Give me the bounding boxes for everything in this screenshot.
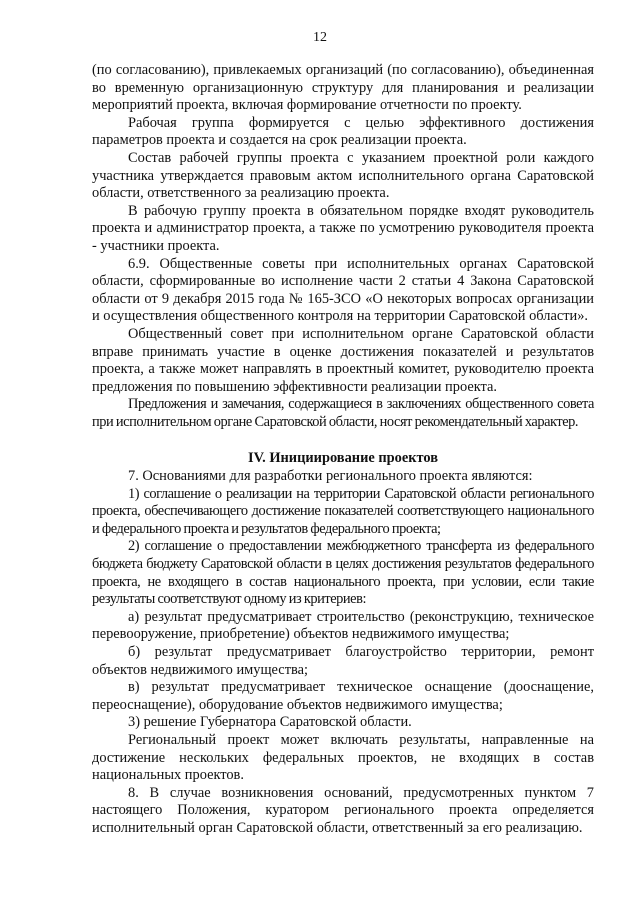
paragraph: В рабочую группу проекта в обязательном порядке входят руководитель проекта и администратор проекта, а также по усмотрению руководителя проекта - участники проекта. xyxy=(92,202,594,254)
paragraph: 2) соглашение о предоставлении межбюджетного трансферта из федерального бюджета бюджету Саратовской области в целях достижения результатов федерального проекта, не входящего в состав национального проекта, при условии, если такие результаты соответствуют одному из критериев: xyxy=(92,538,594,608)
paragraph: а) результат предусматривает строительство (реконструкцию, техническое перевооружение, приобретение) объектов недвижимого имущества; xyxy=(92,608,594,643)
paragraph: 1) соглашение о реализации на территории Саратовской области регионального проекта, обеспечивающего достижение показателей соответствующего национального и федерального проекта и результатов федерального проекта; xyxy=(92,485,594,537)
paragraph: 7. Основаниями для разработки регионального проекта являются: xyxy=(128,468,533,485)
paragraph: 3) решение Губернатора Саратовской области. xyxy=(128,714,412,731)
paragraph: Состав рабочей группы проекта с указанием проектной роли каждого участника утверждается правовым актом исполнительного органа Саратовской области, ответственного за реализацию проекта. xyxy=(92,149,594,202)
paragraph: 8. В случае возникновения оснований, предусмотренных пунктом 7 настоящего Положения, куратором регионального проекта определяется исполнительный орган Саратовской области, ответственный за его реализацию. xyxy=(92,784,594,836)
paragraph: Рабочая группа формируется с целью эффективного достижения параметров проекта и создается на срок реализации проекта. xyxy=(92,114,594,149)
paragraph: (по согласованию), привлекаемых организаций (по согласованию), объединенная во временную организационную структуру для планирования и реализации мероприятий проекта, включая формирование отчетности по проекту. xyxy=(92,62,594,114)
paragraph: 6.9. Общественные советы при исполнительных органах Саратовской области, сформированные во исполнение части 2 статьи 4 Закона Саратовской области от 9 декабря 2015 года № 165-ЗСО «О некоторых вопросах организации и осуществления общественного контроля на территории Саратовской области». xyxy=(92,255,594,325)
paragraph: б) результат предусматривает благоустройство территории, ремонт объектов недвижимого имущества; xyxy=(92,644,594,678)
paragraph: Региональный проект может включать результаты, направленные на достижение нескольких федеральных проектов, не входящих в состав национальных проектов. xyxy=(92,731,594,784)
document-body xyxy=(92,62,594,838)
paragraph: в) результат предусматривает техническое оснащение (дооснащение, переоснащение), оборудование объектов недвижимого имущества; xyxy=(92,679,594,713)
paragraph: Общественный совет при исполнительном органе Саратовской области вправе принимать участие в оценке достижения показателей и результатов проекта, а также может направлять в проектный комитет, руководителю проекта предложения по повышению эффективности реализации проекта. xyxy=(92,325,594,395)
paragraph: Предложения и замечания, содержащиеся в заключениях общественного совета при исполнительном органе Саратовской области, носят рекомендательный характер. xyxy=(92,396,594,430)
page-number: 12 xyxy=(313,30,327,45)
section-heading: IV. Инициирование проектов xyxy=(247,450,438,467)
